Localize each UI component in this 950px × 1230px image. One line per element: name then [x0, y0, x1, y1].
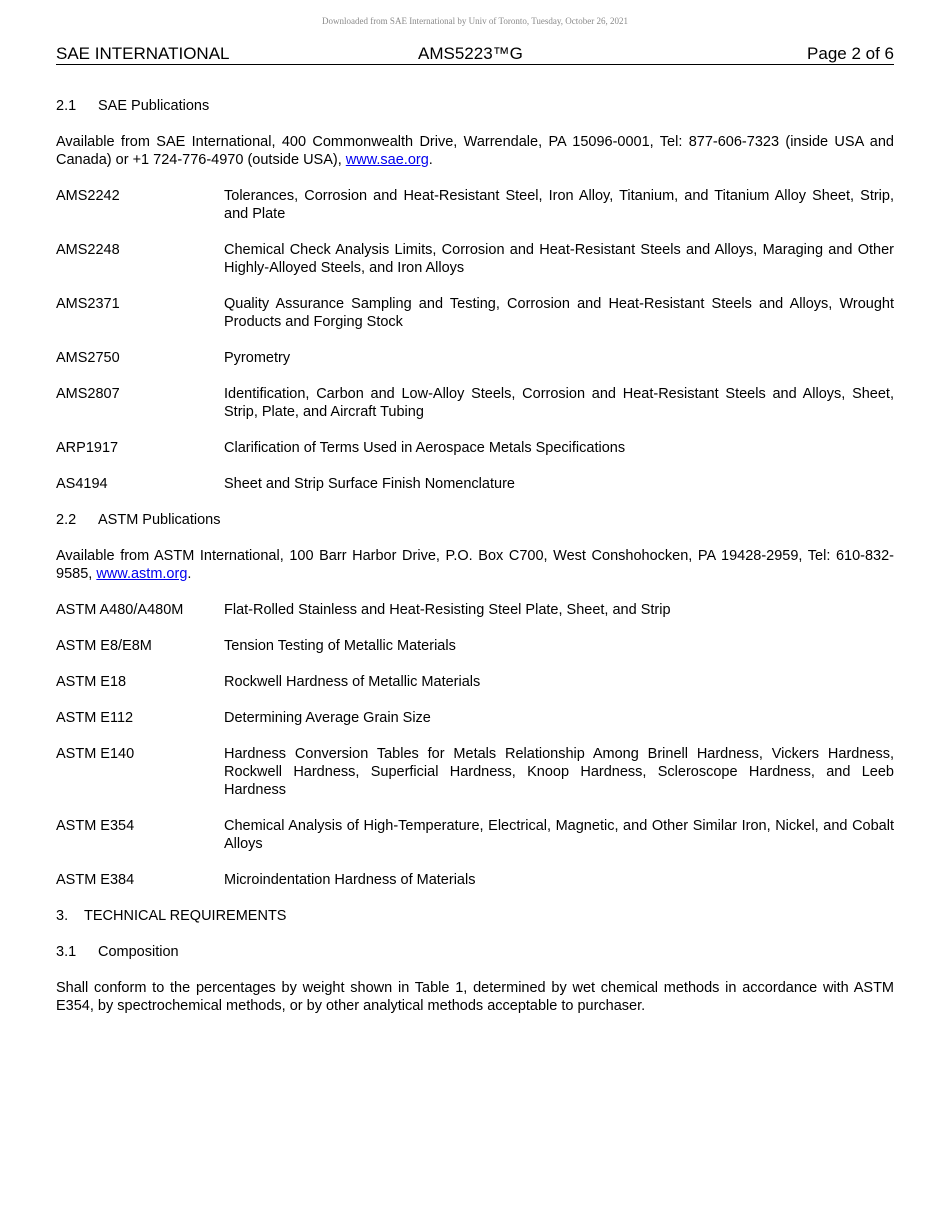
- reference-code: AMS2248: [56, 242, 120, 258]
- document-body: [56, 97, 894, 1033]
- reference-code: ASTM E354: [56, 818, 135, 834]
- sae-reference-list: [56, 187, 894, 493]
- section-number: 3.: [56, 908, 69, 924]
- composition-paragraph: Shall conform to the percentages by weight shown in Table 1, determined by wet chemical methods in accordance with ASTM E354, by spectrochemical methods, or by other analytical methods acceptable to purchaser.: [56, 980, 894, 1014]
- astm-availability-paragraph: [56, 547, 894, 583]
- reference-entry: [56, 673, 894, 691]
- section-title: SAE Publications: [98, 98, 210, 114]
- reference-entry: [56, 187, 894, 223]
- section-2-2-heading: [56, 511, 894, 529]
- reference-entry: [56, 385, 894, 421]
- reference-entry: [56, 475, 894, 493]
- astm-website-link[interactable]: www.astm.org: [96, 566, 188, 582]
- reference-code: ASTM E140: [56, 746, 135, 762]
- section-title: TECHNICAL REQUIREMENTS: [84, 908, 287, 924]
- reference-entry: [56, 709, 894, 727]
- availability-text: Available from SAE International, 400 Commonwealth Drive, Warrendale, PA 15096-0001, Tel: 877-606-7323 (inside USA and Canada) or +1 724-776-4970 (outside USA),: [56, 134, 894, 168]
- reference-entry: [56, 295, 894, 331]
- section-3-1-heading: [56, 943, 894, 961]
- section-number: 2.2: [56, 512, 77, 528]
- reference-code: ARP1917: [56, 440, 119, 456]
- reference-title: Tension Testing of Metallic Materials: [224, 638, 456, 654]
- section-number: 2.1: [56, 98, 77, 114]
- reference-title: Rockwell Hardness of Metallic Materials: [224, 674, 481, 690]
- reference-code: AMS2371: [56, 296, 120, 312]
- reference-title: Flat-Rolled Stainless and Heat-Resisting Steel Plate, Sheet, and Strip: [224, 602, 671, 618]
- section-3-heading: [56, 907, 894, 925]
- link-suffix: .: [187, 566, 192, 582]
- download-watermark: Downloaded from SAE International by Univ of Toronto, Tuesday, October 26, 2021: [321, 16, 629, 26]
- sae-availability-paragraph: [56, 133, 894, 169]
- reference-code: AMS2242: [56, 188, 120, 204]
- reference-title: Tolerances, Corrosion and Heat-Resistant Steel, Iron Alloy, Titanium, and Titanium Alloy Sheet, Strip, and Plate: [224, 188, 894, 222]
- reference-entry: [56, 871, 894, 889]
- reference-title: Quality Assurance Sampling and Testing, Corrosion and Heat-Resistant Steels and Alloys, Wrought Products and Forging Stock: [224, 296, 894, 330]
- reference-code: ASTM E18: [56, 674, 127, 690]
- reference-entry: [56, 637, 894, 655]
- reference-code: AMS2750: [56, 350, 120, 366]
- reference-code: ASTM E384: [56, 872, 135, 888]
- astm-reference-list: [56, 601, 894, 889]
- reference-title: Hardness Conversion Tables for Metals Relationship Among Brinell Hardness, Vickers Hardness, Rockwell Hardness, Superficial Hardness, Knoop Hardness, Scleroscope Hardness, and Leeb Hardness: [224, 746, 894, 798]
- reference-code: AMS2807: [56, 386, 120, 402]
- reference-entry: [56, 817, 894, 853]
- reference-title: Chemical Check Analysis Limits, Corrosion and Heat-Resistant Steels and Alloys, Maraging and Other Highly-Alloyed Steels, and Iron Alloys: [224, 242, 894, 276]
- reference-title: Identification, Carbon and Low-Alloy Steels, Corrosion and Heat-Resistant Steels and Alloys, Sheet, Strip, Plate, and Aircraft Tubing: [224, 386, 894, 420]
- section-title: ASTM Publications: [98, 512, 221, 528]
- availability-text: Available from ASTM International, 100 Barr Harbor Drive, P.O. Box C700, West Conshohocken, PA 19428-2959, Tel: 610-832-9585,: [56, 548, 894, 582]
- link-suffix: .: [428, 152, 433, 168]
- reference-code: ASTM E8/E8M: [56, 638, 152, 654]
- reference-entry: [56, 439, 894, 457]
- sae-website-link[interactable]: www.sae.org: [345, 152, 429, 168]
- page-number: Page 2 of 6: [807, 44, 894, 63]
- reference-entry: [56, 241, 894, 277]
- reference-entry: [56, 745, 894, 799]
- reference-code: ASTM A480/A480M: [56, 602, 184, 618]
- reference-code: ASTM E112: [56, 710, 134, 726]
- publisher-name: SAE INTERNATIONAL: [56, 44, 230, 63]
- document-number: AMS5223™G: [418, 44, 523, 63]
- page-header: [56, 44, 894, 65]
- reference-entry: [56, 601, 894, 619]
- reference-title: Determining Average Grain Size: [224, 710, 431, 726]
- section-number: 3.1: [56, 944, 77, 960]
- reference-title: Clarification of Terms Used in Aerospace Metals Specifications: [224, 440, 626, 456]
- reference-title: Microindentation Hardness of Materials: [224, 872, 476, 888]
- reference-title: Sheet and Strip Surface Finish Nomenclature: [224, 476, 515, 492]
- section-title: Composition: [98, 944, 179, 960]
- reference-entry: [56, 349, 894, 367]
- reference-title: Pyrometry: [224, 350, 291, 366]
- section-2-1-heading: [56, 97, 894, 115]
- reference-code: AS4194: [56, 476, 108, 492]
- reference-title: Chemical Analysis of High-Temperature, Electrical, Magnetic, and Other Similar Iron, Nickel, and Cobalt Alloys: [224, 818, 894, 852]
